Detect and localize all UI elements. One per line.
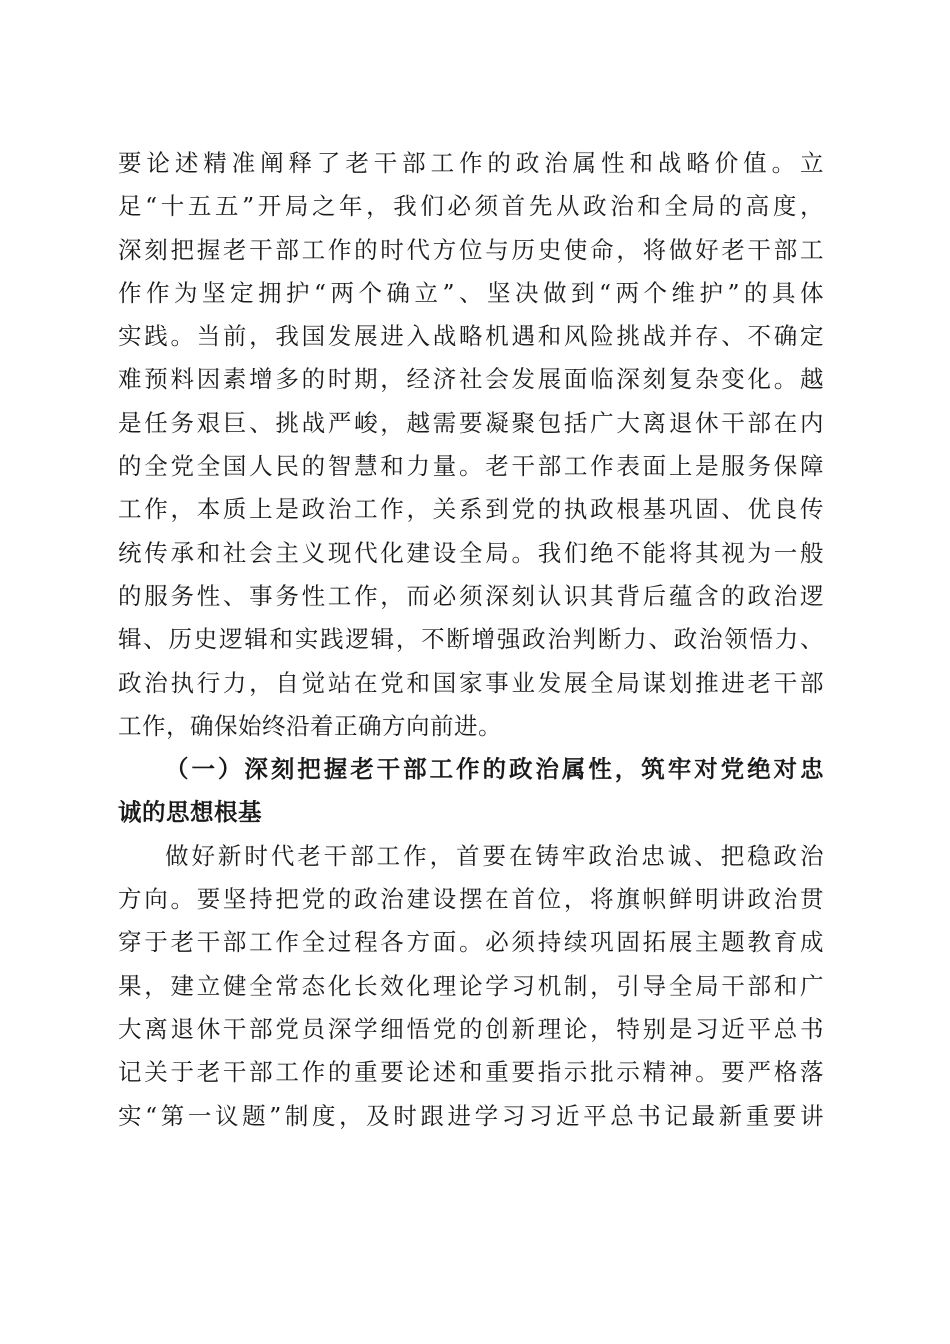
text-line: 做好新时代老干部工作，首要在铸牢政治忠诚、把稳政治 [165,841,824,870]
heading-line: 诚的思想根基 [118,798,262,827]
text-line: 统传承和社会主义现代化建设全局。我们绝不能将其视为一般 [118,538,824,567]
text-line: 辑、历史逻辑和实践逻辑，不断增强政治判断力、政治领悟力、 [118,625,824,654]
text-line: 大离退休干部党员深学细悟党的创新理论，特别是习近平总书 [118,1014,824,1043]
text-line: 工作，确保始终沿着正确方向前进。 [118,711,502,740]
text-line: 果，建立健全常态化长效化理论学习机制，引导全局干部和广 [118,971,824,1000]
section-heading [118,748,824,835]
text-line: 实践。当前，我国发展进入战略机遇和风险挑战并存、不确定 [118,322,824,351]
text-line: 是任务艰巨、挑战严峻，越需要凝聚包括广大离退休干部在内 [118,408,824,437]
heading-line: （一）深刻把握老干部工作的政治属性，筑牢对党绝对忠 [165,755,824,784]
text-line: 实“第一议题”制度，及时跟进学习习近平总书记最新重要讲 [118,1101,824,1130]
text-line: 穿于老干部工作全过程各方面。必须持续巩固拓展主题教育成 [118,928,824,957]
text-line: 足“十五五”开局之年，我们必须首先从政治和全局的高度， [118,192,824,221]
text-line: 深刻把握老干部工作的时代方位与历史使命，将做好老干部工 [118,235,824,264]
paragraph-2 [118,835,824,1138]
text-line: 难预料因素增多的时期，经济社会发展面临深刻复杂变化。越 [118,365,824,394]
text-line: 作作为坚定拥护“两个确立”、坚决做到“两个维护”的具体 [118,278,824,307]
text-line: 的全党全国人民的智慧和力量。老干部工作表面上是服务保障 [118,452,824,481]
text-line: 要论述精准阐释了老干部工作的政治属性和战略价值。立 [118,149,824,177]
text-line: 方向。要坚持把党的政治建设摆在首位，将旗帜鲜明讲政治贯 [118,885,824,914]
document-body [118,142,824,1138]
text-line: 记关于老干部工作的重要论述和重要指示批示精神。要严格落 [118,1058,824,1087]
text-line: 政治执行力，自觉站在党和国家事业发展全局谋划推进老干部 [118,668,824,697]
text-line: 工作，本质上是政治工作，关系到党的执政根基巩固、优良传 [118,495,824,524]
paragraph-1 [118,142,824,748]
text-line: 的服务性、事务性工作，而必须深刻认识其背后蕴含的政治逻 [118,581,824,610]
